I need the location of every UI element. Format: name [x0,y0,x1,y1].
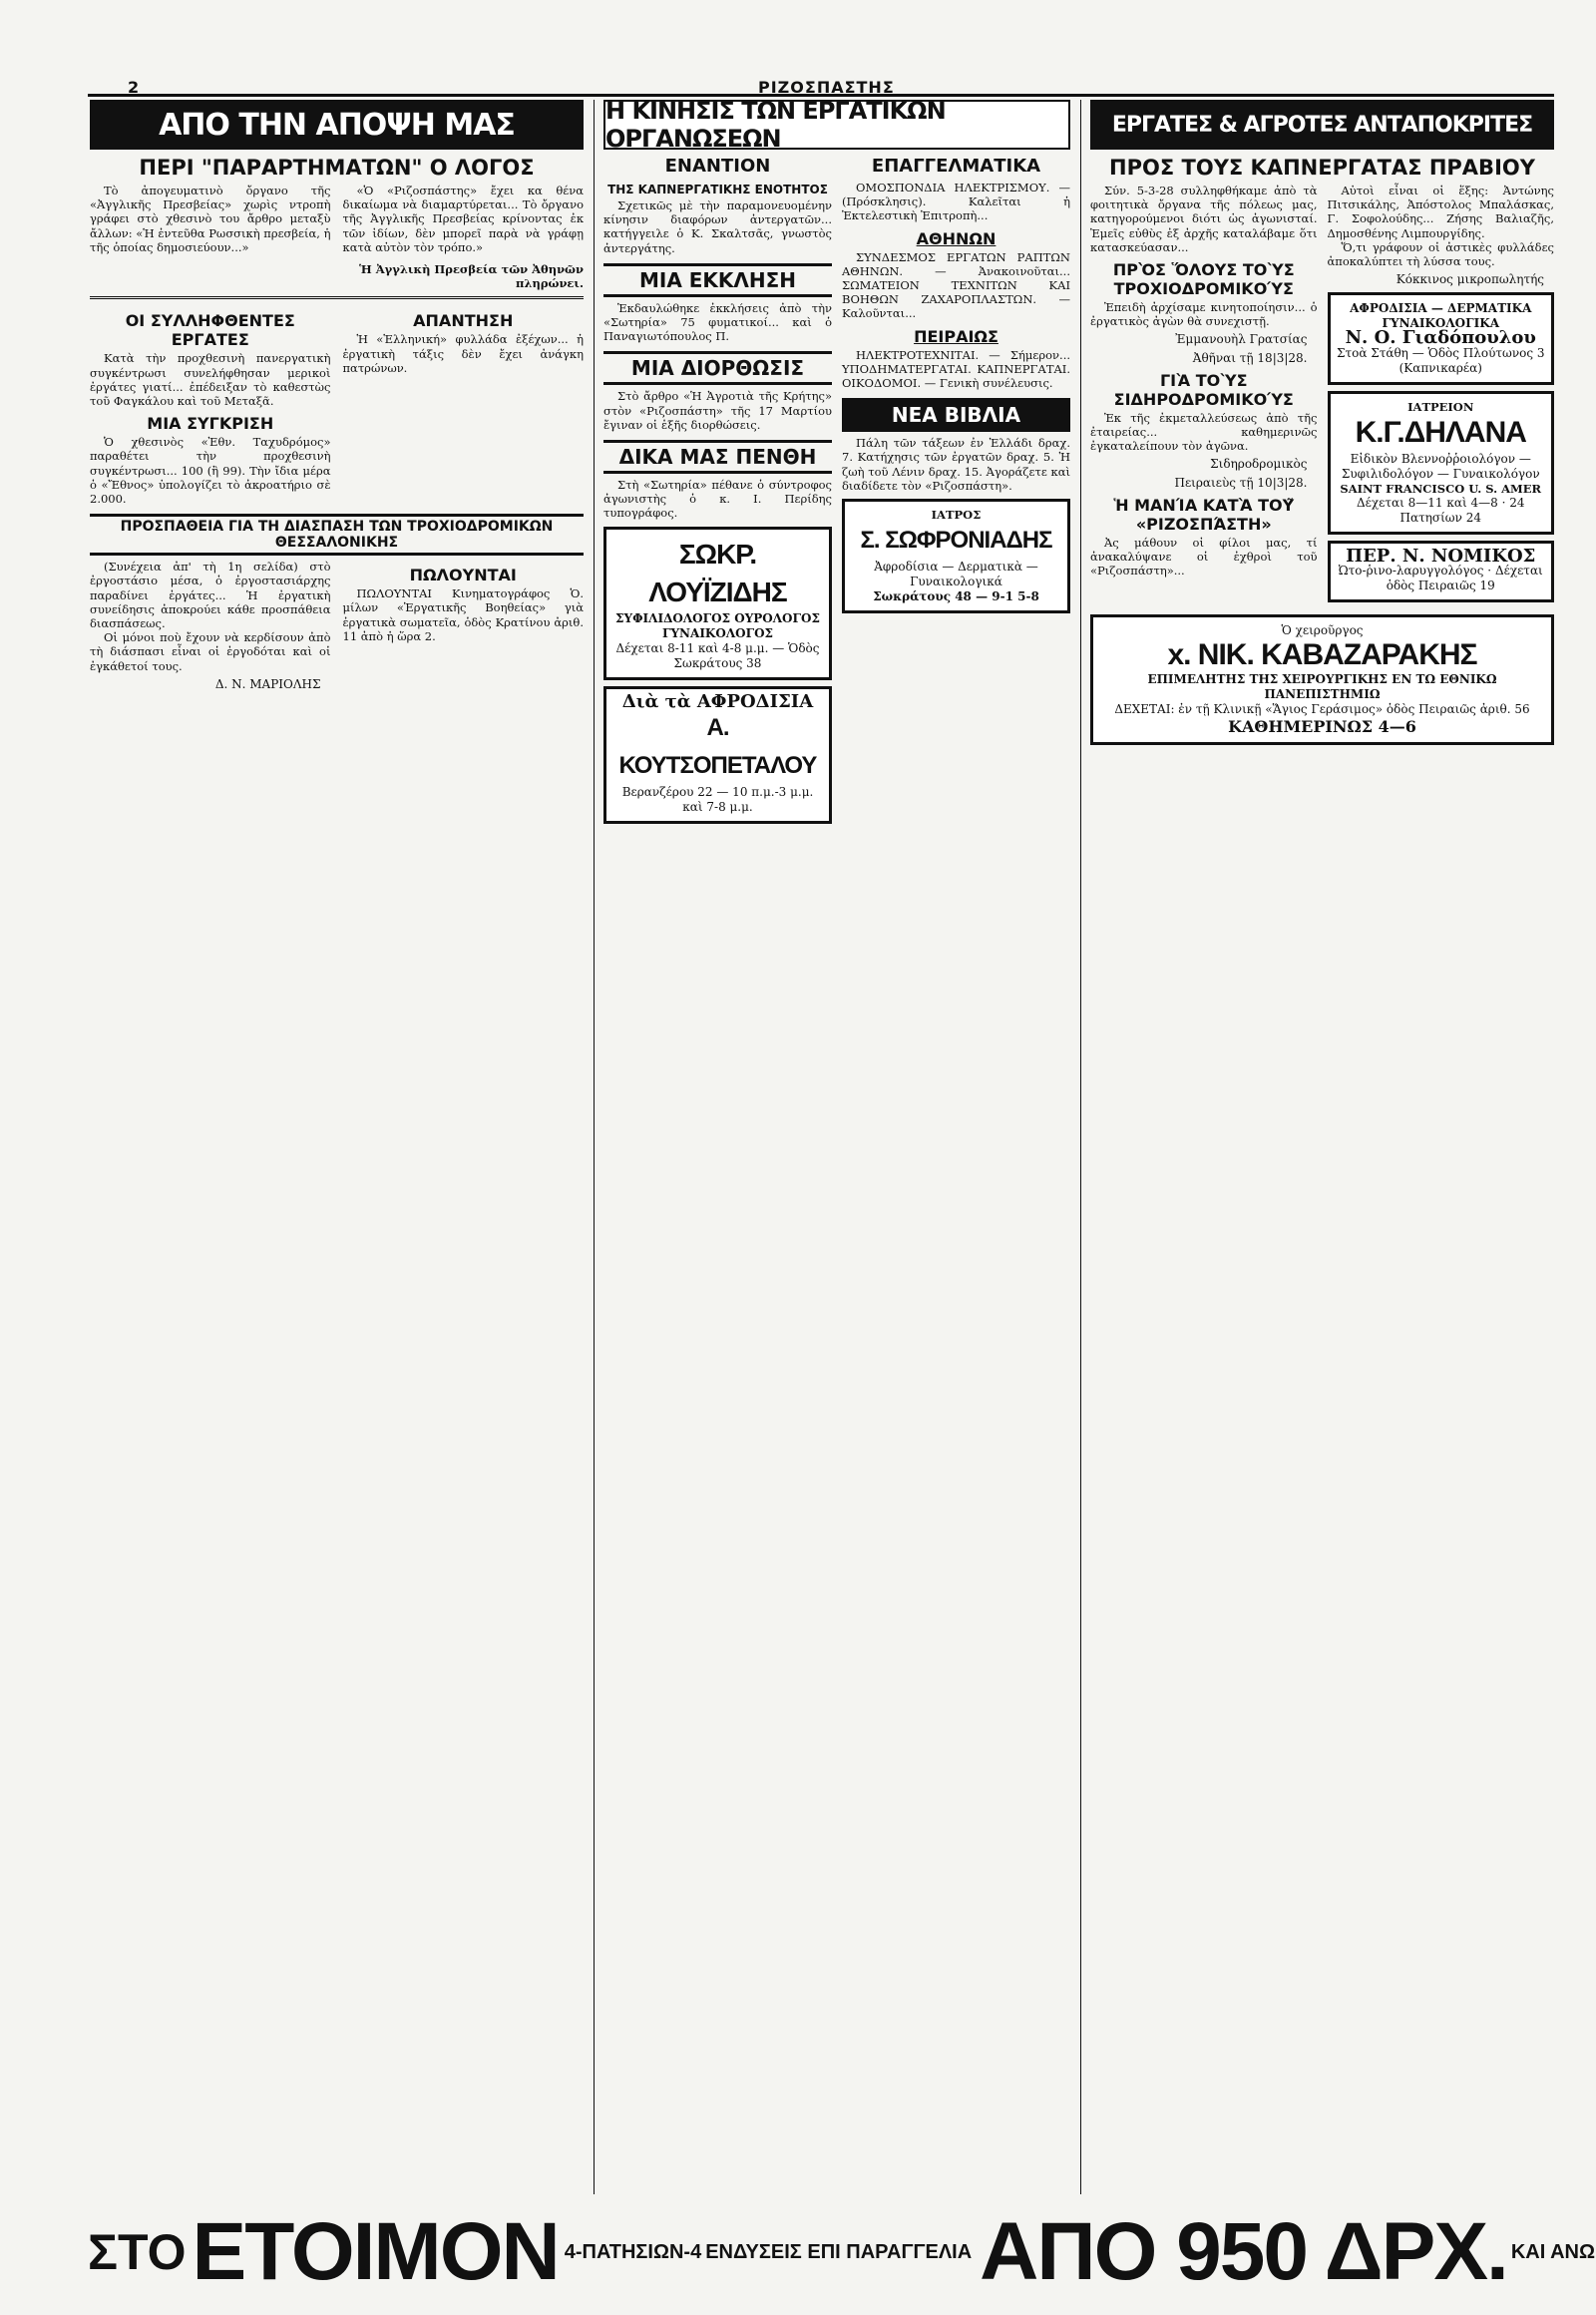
dateline: Πειραιεὺς τῇ 10|3|28. [1174,475,1308,490]
paragraph: ΗΛΕΚΤΡΟΤΕΧΝΙΤΑΙ. — Σήμερον... ΥΠΟΔΗΜΑΤΕΡΓΑΤΑΙ. ΚΑΠΝΕΡΓΑΤΑΙ. ΟΙΚΟΔΟΜΟΙ. — Γενικὴ συνέλευσις. [842,347,1070,391]
ad-specialty: ΣΥΦΙΛΙΔΟΛΟΓΟΣ ΟΥΡΟΛΟΓΟΣ ΓΥΝΑΙΚΟΛΟΓΟΣ [615,610,820,640]
author-signature: Ἐμμανουὴλ Γρατσίας [1175,332,1308,347]
ad-word: ΚΑΙ ΑΝΩ [1510,2240,1596,2263]
column-divider [1080,100,1081,2194]
subhead: ΠΡῸΣ ὍΛΟΥΣ ΤΟῪΣ ΤΡΟΧΙΟΔΡΟΜΙΚΟΎΣ [1112,260,1295,299]
paragraph: Σχετικῶς μὲ τὴν παραμονευομένην κίνησιν διαφόρων ἀντεργατῶν... κατήγγειλε ὁ Κ. Σκαλτσᾶς, γνωστὸς ἀντεργάτης. [603,198,832,255]
ad-title: ΕΠΙΜΕΛΗΤΗΣ ΤΗΣ ΧΕΙΡΟΥΡΓΙΚΗΣ ΕΝ ΤΩ ΕΘΝΙΚΩ ΠΑΝΕΠΙΣΤΗΜΙΩ [1147,672,1497,702]
subhead: ΑΘΗΝΩΝ [916,228,997,248]
ad-name: x. ΝΙΚ. ΚΑΒΑΖΑΡΑΚΗΣ [1167,638,1477,672]
ad-heading: Ὁ χειροῦργος [1281,623,1364,638]
ad-specialty: Ὠτο-ῥινο-λαρυγγολόγος · Δέχεται ὁδὸς Πειραιῶς 19 [1338,564,1543,593]
ad-address: ΔΕΧΕΤΑΙ: ἐν τῇ Κλινικῇ «Ἅγιος Γεράσιμος» ὁδὸς Πειραιῶς ἀριθ. 56 [1114,702,1530,717]
column-correspondents [1090,100,1554,751]
paragraph: (Συνέχεια ἀπ' τὴ 1η σελίδα) στὸ ἐργοστάσιο μέσα, ὁ ἐργοστασιάρχης παραδίνει ἐργάτες... Ἡ ἐργατικὴ συνείδησις ἀποκρούει κάθε προσπάθεια διασπάσεως. [90,560,331,631]
paragraph: Κατὰ τὴν προχθεσινὴ πανεργατικὴ συγκέντρωσι συνελήφθησαν μερικοὶ ἐργάτες γιατί... ἐπέδειξαν τὸ καθεστὼς τοῦ Φαγκάλου καὶ τοῦ Μεταξᾶ. [90,351,331,409]
ad-name: Σ. ΣΩΦΡΟΝΙΑΔΗΣ [860,527,1052,555]
subhead: ΟΙ ΣΥΛΛΗΦΘΕΝΤΕΣ ΕΡΓΑΤΕΣ [125,311,295,350]
ad-hours: Σωκράτους 48 — 9-1 5-8 [873,589,1039,604]
paragraph: Στὸ ἄρθρο «Ἡ Ἀγροτιὰ τῆς Κρήτης» στὸν «Ριζοσπάστη» τῆς 17 Μαρτίου ἔγιναν οἱ ἑξῆς διορθώσεις. [603,389,832,432]
ad-price: ΑΠΟ 950 ΔΡΧ. [980,2206,1507,2297]
article-headline: ΜΙΑ ΔΙΟΡΘΩΣΙΣ [603,351,832,385]
ad-giadopoulou [1328,292,1555,384]
ad-kavazarakis [1090,614,1554,745]
author-signature: Δ. Ν. ΜΑΡΙΟΛΗΣ [214,676,321,691]
ad-name: Κ.Γ.ΔΗΛΑΝΑ [1355,415,1526,449]
ad-heading: ΙΑΤΡΟΣ [931,508,982,523]
column-labor [603,97,1070,830]
paragraph: ΣΥΝΔΕΣΜΟΣ ΕΡΓΑΤΩΝ ΡΑΠΤΩΝ ΑΘΗΝΩΝ. — Ἀνακοινοῦται... ΣΩΜΑΤΕΙΟΝ ΤΕΧΝΙΤΩΝ ΚΑΙ ΒΟΗΘΩΝ ΖΑΧΑΡΟΠΛΑΣΤΩΝ. — Καλοῦνται... [842,249,1070,321]
paragraph: «Ὁ «Ριζοσπάστης» ἔχει κα θένα δικαίωμα νὰ διαμαρτύρεται... Τὸ ὄργανο τῆς Ἀγγλικῆς Πρεσβείας κρίνοντας ἐκ τῶν ἰδίων, δὲν μπορεῖ παρὰ νὰ γράφῃ κατὰ αὐτὸν τὸν τρόπο.» [342,184,584,254]
subhead: ΠΕΙΡΑΙΩΣ [914,326,998,346]
paragraph: Ἐκ τῆς ἐκμεταλλεύσεως ἀπὸ τῆς ἐταιρείας... καθημερινῶς ἐγκαταλείπουν τὸν ἀγῶνα. [1090,410,1318,454]
ad-word: ΣΤΟ [88,2224,187,2280]
ad-koutsopetalou [603,686,832,824]
article-headline: ΔΙΚΑ ΜΑΣ ΠΕΝΘΗ [603,440,832,474]
article-title: ΕΝΑΝΤΙΟΝ [664,156,771,177]
subhead: ΤΗΣ ΚΑΠΝΕΡΓΑΤΙΚΗΣ ΕΝΟΤΗΤΟΣ [607,183,828,196]
paragraph: Σύν. 5-3-28 συλληφθήκαμε ἀπὸ τὰ φοιτητικὰ ὄργανα τῆς πόλεως μας, κατηγορούμενοι διότι ὡς ἀγωνισταί. Ἐμεῖς εὐθὺς ἐξ ἀρχῆς καταλάβαμε ὅτι κατασκεύασαν... [1090,184,1318,254]
paragraph: Αὐτοὶ εἶναι οἱ ἕξης: Ἀντώνης Πιτσικάλης, Ἀπόστολος Μπαλάσκας, Γ. Σοφολούδης... Ζήσης Βαλιαζῆς, Δημοσθένης Λιμπουργίδης. [1327,184,1554,240]
article-title: ΠΡΟΣ ΤΟΥΣ ΚΑΠΝΕΡΓΑΤΑΣ ΠΡΑΒΙΟΥ [1109,156,1535,180]
paragraph: Ἡ «Ἑλληνική» φυλλάδα ἐξέχων... ἡ ἐργατικὴ τάξις δὲν ἔχει ἀνάγκη πατρώνων. [342,332,584,375]
ad-louizidis [603,527,832,680]
article-headline: ΝΕΑ ΒΙΒΛΙΑ [842,398,1070,432]
bottom-banner-ad [88,2206,1596,2297]
section-banner-labor: Η ΚΙΝΗΣΙΣ ΤΩΝ ΕΡΓΑΤΙΚΩΝ ΟΡΓΑΝΩΣΕΩΝ [603,100,1070,150]
paragraph: Στὴ «Σωτηρία» πέθανε ὁ σύντροφος ἀγωνιστὴς ὁ κ. Ι. Περίδης τυπογράφος. [603,478,832,521]
ad-name: ΠΕΡ. Ν. ΝΟΜΙΚΟΣ [1346,546,1536,568]
ad-dilana [1328,391,1555,535]
author-signature: Σιδηροδρομικὸς [1210,457,1308,472]
subhead: ΠΩΛΟΥΝΤΑΙ [409,566,517,585]
ad-word: ΕΝΔΥΣΕΙΣ ΕΠΙ ΠΑΡΑΓΓΕΛΙΑ [705,2240,973,2263]
ad-address: Στοὰ Στάθη — Ὁδὸς Πλούτωνος 3 (Καπνικαρέα) [1336,345,1545,375]
ad-name: ΣΩΚΡ. ΛΟΥΪΖΙΔΗΣ [648,538,787,607]
subhead: ΓΙᾺ ΤΟῪΣ ΣΙΔΗΡΟΔΡΟΜΙΚΟΎΣ [1113,370,1294,409]
ad-address: 4-ΠΑΤΗΣΙΩΝ-4 [564,2240,702,2263]
paragraph: Ὅ,τι γράφουν οἱ ἀστικὲς φυλλάδες ἀποκαλύπτει τὴ λύσσα τους. [1327,239,1554,269]
author-signature: Κόκκινος μικροπωλητής [1396,272,1544,287]
ad-name: Ν. Ο. Γιαδόπουλου [1345,327,1536,349]
ad-sofroniadis [842,499,1070,613]
paragraph: Ἐπειδὴ ἀρχίσαμε κινητοποίησιν... ὁ ἐργατικὸς ἀγὼν θὰ συνεχιστῇ. [1090,300,1318,329]
article-title: ΕΠΑΓΓΕΛΜΑΤΙΚΑ [871,156,1041,177]
ad-heading: ΑΦΡΟΔΙΣΙΑ — ΔΕΡΜΑΤΙΚΑ ΓΥΝΑΙΚΟΛΟΓΙΚΑ [1350,301,1532,331]
section-banner-correspondents: ΕΡΓΑΤΕΣ & ΑΓΡΟΤΕΣ ΑΝΤΑΠΟΚΡΙΤΕΣ [1090,100,1554,150]
article-body [343,184,585,290]
paragraph: ΠΩΛΟΥΝΤΑΙ Κινηματογράφος Ὁ. μίλων «Ἐργατικῆς Βοηθείας» γιὰ ἐργατικὰ σωματεῖα, ὁδὸς Κρατίνου ἀριθ. 11 ἀπὸ ἡ ὥρα 2. [342,586,584,643]
ad-specialty: Ἀφροδίσια — Δερματικὰ — Γυναικολογικά [874,560,1038,589]
paragraph: Τὸ ἀπογευματινὸ ὄργανο τῆς «Ἀγγλικῆς Πρεσβείας» χωρὶς ντροπὴ γράφει στὸ χθεσινὸ του ἄρθρο μεταξὺ ἄλλων: «Ἡ ἐντεῦθα Ρωσσικὴ πρεσβεία, ἡ τῆς ὁποίας δημοσιεύουν...» [90,184,331,254]
subhead: ΜΙΑ ΣΥΓΚΡΙΣΗ [147,414,274,434]
paragraph: Ἑκδαυλώθηκε ἐκκλήσεις ἀπὸ τὴν «Σωτηρία» 75 φυματικοί... καὶ ὁ Παναγιωτόπουλος Π. [603,300,832,344]
paragraph: ΟΜΟΣΠΟΝΔΙΑ ΗΛΕΚΤΡΙΣΜΟΥ. — (Πρόσκλησις). Καλεῖται ἡ Ἐκτελεστικὴ Ἐπιτροπὴ... [842,181,1070,223]
subhead: ΑΠΑΝΤΗΣΗ [413,311,514,331]
ad-word: ΕΤΟΙΜΟΝ [192,2206,559,2297]
ad-heading: ΙΑΤΡΕΙΟΝ [1407,399,1474,414]
column-opinion [90,100,584,695]
ad-heading: Διὰ τὰ ΑΦΡΟΔΙΣΙΑ [621,690,814,712]
ad-hours: Δέχεται 8-11 καὶ 4-8 μ.μ. — Ὁδὸς Σωκράτους 38 [615,640,820,670]
ad-nomikos [1328,541,1555,602]
ad-hours: Βερανζέρου 22 — 10 π.μ.-3 μ.μ. καὶ 7-8 μ.μ. [621,784,814,814]
article-headline: ΜΙΑ ΕΚΚΛΗΣΗ [603,263,832,297]
ad-name: Α. ΚΟΥΤΣΟΠΕΤΑΛΟΥ [618,713,817,779]
paragraph: Ἀς μάθουν οἱ φίλοι μας, τί ἀνακαλύψανε οἱ ἐχθροὶ τοῦ «Ριζοσπάστη»... [1090,535,1318,579]
newspaper-name: ΡΙΖΟΣΠΑΣΤΗΣ [758,78,895,97]
ad-hours: ΚΑΘΗΜΕΡΙΝΩΣ 4—6 [1228,717,1416,737]
article-title: ΠΕΡΙ "ΠΑΡΑΡΤΗΜΑΤΩΝ" Ο ΛΟΓΟΣ [139,156,535,180]
closing-line: Ἡ Ἀγγλικὴ Πρεσβεία τῶν Ἀθηνῶν πληρώνει. [359,262,584,291]
page-number: 2 [128,78,140,97]
ad-specialty: Εἰδικὸν Βλεννοῤῥοιολόγον — Συφιλιδολόγον — Γυναικολόγον [1341,451,1540,481]
article-headline: ΠΡΟΣΠΑΘΕΙΑ ΓΙΑ ΤΗ ΔΙΑΣΠΑΣΗ ΤΩΝ ΤΡΟΧΙΟΔΡΟΜΙΚΩΝ ΘΕΣΣΑΛΟΝΙΚΗΣ [90,514,584,556]
ad-hours: Δέχεται 8—11 καὶ 4—8 · 24 Πατησίων 24 [1357,496,1525,526]
subhead: Ἡ ΜΑΝΊΑ ΚΑΤᾺ ΤΟΥ͂ «ΡΙΖΟΣΠΆΣΤΗ» [1113,495,1295,534]
divider [90,296,584,299]
paragraph: Πάλη τῶν τάξεων ἐν Ἑλλάδι δραχ. 7. Κατήχησις τῶν ἐργατῶν δραχ. 5. Ἡ ζωὴ τοῦ Λένιν δραχ. 15. Ἀγοράζετε καὶ διαδίδετε τὸν «Ριζοσπάστη». [842,436,1070,493]
article-body [90,184,331,290]
paragraph: Ὁ χθεσινὸς «Ἐθν. Ταχυδρόμος» παραθέτει τὴν προχθεσινὴ συγκέντρωσι... 100 (ἢ 99). Τὴν ἴδια μέρα ὁ «Ἔθνος» ὑπολογίζει τὸ ἀκροατήριο σὲ 2.000. [90,435,331,507]
section-banner-opinion: ΑΠΟ ΤΗΝ ΑΠΟΨΗ ΜΑΣ [90,100,584,150]
paragraph: Οἱ μόνοι ποὺ ἔχουν νὰ κερδίσουν ἀπὸ τὴ διάσπασι εἶναι οἱ ἐργοδόται καὶ οἱ ἐγκάθετοί τους. [90,630,331,673]
dateline: Ἀθῆναι τῇ 18|3|28. [1192,350,1308,365]
column-divider [594,100,595,2194]
ad-credential: SAINT FRANCISCO U. S. AMER [1340,481,1542,496]
